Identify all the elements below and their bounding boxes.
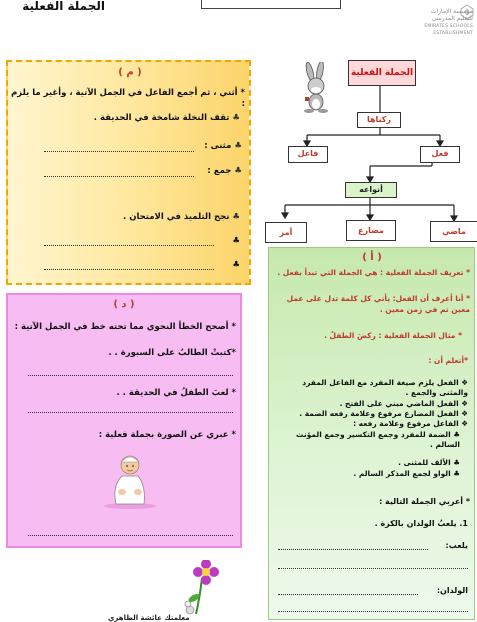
diagram-madi: ماضي (430, 221, 477, 242)
answer-line[interactable] (278, 568, 468, 569)
panel-d-sentence-3: * عبري عن الصورة بجملة فعلية : (98, 430, 236, 440)
answer-line[interactable] (44, 176, 194, 177)
rule-item: ♣ الواو لجمع المذكر السالم . (353, 469, 460, 478)
panel-m-muthanna-label: ♣ مثنى : (204, 141, 242, 151)
panel-d-instruction: * أصحح الخطأ النحوي مما تحته خط في الجمل الآتية : (14, 322, 236, 332)
answer-line[interactable] (44, 245, 214, 246)
panel-a-tag: ( أ ) (362, 252, 382, 263)
praying-child-image (100, 448, 160, 510)
panel-m-tag: ( م ) (118, 67, 142, 78)
answer-line[interactable] (278, 549, 428, 550)
rule-item: ❖ الفاعل مرفوع وعلامة رفعه : (353, 419, 468, 428)
answer-line[interactable] (44, 269, 214, 270)
panel-m-instruction: * أثني ، ثم أجمع الفاعل في الجمل الآتية ، وأغير ما يلزم : (11, 88, 245, 109)
answer-line[interactable] (28, 375, 233, 376)
answer-line[interactable] (278, 611, 468, 612)
bullet-icon: ♣ (232, 260, 240, 270)
word-label-yalab: يلعب: (445, 541, 468, 550)
panel-a-verb-definition: * أنا أعرف أن الفعل: يأتي كل كلمة تدل على عمل معين تم في زمن معين . (286, 294, 470, 314)
rule-item: ❖ الفعل الماضي مبني على الفتح . (339, 399, 468, 408)
logo-text-en-2: ESTABLISHMENT (433, 31, 473, 36)
flower-decoration-icon (176, 560, 226, 616)
diagram-root: الجملة الفعلية (348, 60, 416, 86)
page-title: الجملة الفعلية (22, 0, 105, 13)
diagram-amr: أمر (265, 222, 307, 243)
panel-a-example: * مثال الجملة الفعلية : ركضَ الطفلُ . (324, 331, 462, 340)
rule-item: ❖ الفعل المضارع مرفوع وعلامة رفعه الضمة . (299, 409, 468, 418)
logo-text-ar: مؤسسة الإمارات للتعليم المدرسي (430, 8, 473, 22)
diagram-level1: ركناها (357, 112, 401, 128)
panel-m-sentence-1: ♣ تقف النخلة شامخة في الحديقة . (93, 113, 240, 123)
rule-item: ❖ الفعل يلزم صيغة المفرد مع الفاعل المفرد والمثنى والجمع . (302, 378, 468, 397)
panel-d-tag: ( د ) (113, 299, 135, 310)
panel-a-sentence: 1. يلعبُ الولدان بالكرة . (374, 519, 468, 528)
panel-d-sentence-2: * لعبَ الطفلُ في الحديقة . . (116, 388, 236, 398)
answer-line[interactable] (28, 535, 233, 536)
logo-text-en: EMIRATES SCHOOLS (424, 24, 473, 29)
panel-a-learn: *أتعلم أن : (428, 356, 468, 365)
panel-a-definition: * تعريف الجملة الفعلية : هي الجملة التي تبدأ بفعل . (277, 268, 470, 277)
rule-item: ♣ الألف للمثنى . (398, 458, 460, 467)
panel-a-irab-instruction: * أعربي الجملة التالية : (379, 497, 470, 506)
diagram-types: أنواعه (345, 182, 397, 198)
rabbit-cartoon-icon (296, 62, 338, 114)
word-label-alwaladan: الولدان: (436, 586, 468, 595)
diagram-fel: فعل (420, 146, 460, 163)
rule-item: ♣ الضمة للمفرد وجمع التكسير وجمع المؤنث السالم . (295, 430, 460, 449)
teacher-signature: معلمتك عائشة الظاهري (108, 614, 190, 622)
answer-line[interactable] (44, 151, 194, 152)
diagram-fael: فاعل (288, 146, 328, 163)
bullet-icon: ♣ (232, 236, 240, 246)
panel-d-sentence-1: *كتبتْ الطالبُ على السبورة . . (108, 348, 236, 358)
diagram-mudare: مضارع (346, 220, 396, 241)
panel-m-jam-label: ♣ جمع : (207, 166, 242, 176)
answer-line[interactable] (28, 412, 233, 413)
answer-line[interactable] (278, 594, 418, 595)
panel-m-sentence-2: ♣ نجح التلميذ في الامتحان . (123, 212, 240, 222)
